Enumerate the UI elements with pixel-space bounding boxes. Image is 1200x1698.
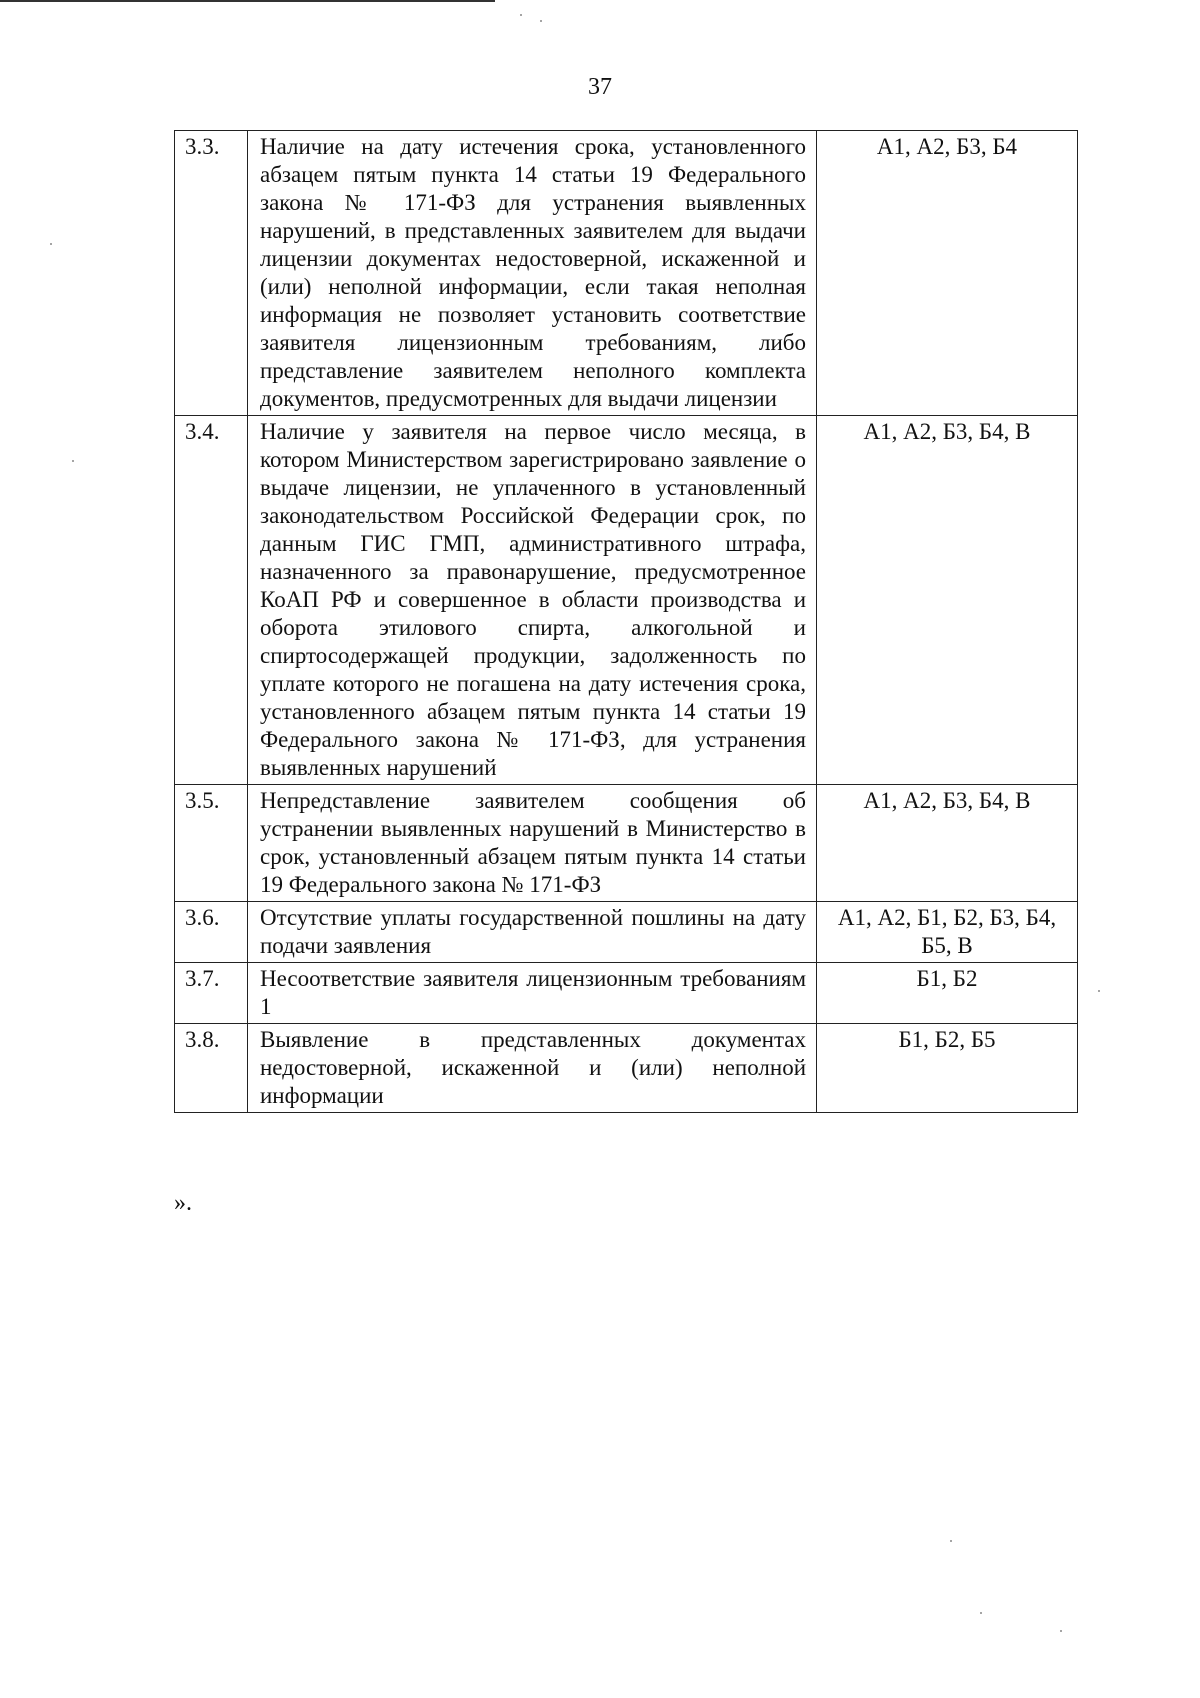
table-row — [175, 1024, 1078, 1113]
row-description: Наличие у заявителя на первое число месяца, в котором Министерством зарегистрировано заявление о выдаче лицензии, не уплаченного в установленный законодательством Российской Федерации срок, по данным ГИС ГМП, административного штрафа, назначенного за правонарушение, предусмотренное КоАП РФ и совершенное в области производства и оборота этилового спирта, алкогольной и спиртосодержащей продукции, задолженность по уплате которого не погашена на дату истечения срока, установленного абзацем пятым пункта 14 статьи 19 Федерального закона № 171-ФЗ, для устранения выявленных нарушений — [248, 416, 817, 785]
table-row — [175, 785, 1078, 902]
scan-speck — [520, 14, 522, 16]
table-row — [175, 416, 1078, 785]
row-number: 3.4. — [175, 416, 248, 785]
page-number: 37 — [588, 74, 612, 100]
row-number: 3.3. — [175, 131, 248, 416]
table-row — [175, 131, 1078, 416]
scan-speck — [950, 1540, 952, 1542]
requirements-table — [174, 130, 1078, 1113]
row-number: 3.5. — [175, 785, 248, 902]
row-description: Наличие на дату истечения срока, установленного абзацем пятым пункта 14 статьи 19 Федерального закона № 171-ФЗ для устранения выявленных нарушений, в представленных заявителем для выдачи лицензии документах недостоверной, искаженной и (или) неполной информации, если такая неполная информация не позволяет установить соответствие заявителя лицензионным требованиям, либо представление заявителем неполного комплекта документов, предусмотренных для выдачи лицензии — [248, 131, 817, 416]
row-codes: А1, А2, Б1, Б2, Б3, Б4, Б5, В — [817, 902, 1078, 963]
row-description: Несоответствие заявителя лицензионным требованиям 1 — [248, 963, 817, 1024]
scan-speck — [1098, 990, 1100, 992]
table-row — [175, 963, 1078, 1024]
row-description: Отсутствие уплаты государственной пошлины на дату подачи заявления — [248, 902, 817, 963]
row-codes: А1, А2, Б3, Б4 — [817, 131, 1078, 416]
scan-speck — [1060, 1630, 1062, 1632]
row-codes: А1, А2, Б3, Б4, В — [817, 785, 1078, 902]
row-number: 3.6. — [175, 902, 248, 963]
closing-quote-mark: ». — [174, 1190, 192, 1216]
row-codes: Б1, Б2 — [817, 963, 1078, 1024]
row-description: Выявление в представленных документах недостоверной, искаженной и (или) неполной информации — [248, 1024, 817, 1113]
scan-speck — [72, 460, 74, 462]
scan-speck — [50, 243, 52, 245]
row-description: Непредставление заявителем сообщения об устранении выявленных нарушений в Министерство в срок, установленный абзацем пятым пункта 14 статьи 19 Федерального закона № 171-ФЗ — [248, 785, 817, 902]
row-codes: Б1, Б2, Б5 — [817, 1024, 1078, 1113]
row-number: 3.7. — [175, 963, 248, 1024]
scan-speck — [980, 1612, 982, 1614]
top-border-line — [0, 0, 495, 2]
table-row — [175, 902, 1078, 963]
row-number: 3.8. — [175, 1024, 248, 1113]
scan-speck — [540, 20, 542, 22]
row-codes: А1, А2, Б3, Б4, В — [817, 416, 1078, 785]
